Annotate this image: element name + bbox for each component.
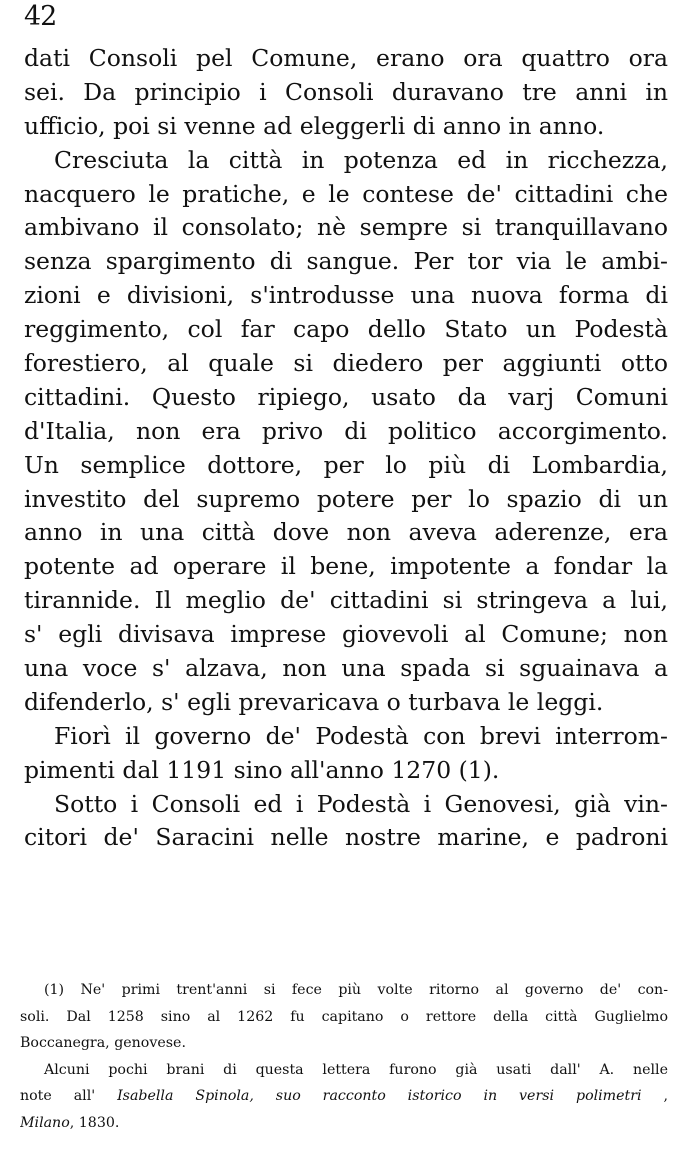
footnote-line: Alcuni pochi brani di questa lettera furono già usati dall' A. nelle (44, 1061, 668, 1078)
text-line: Un semplice dottore, per lo più di Lombardia, (24, 450, 668, 479)
text-line: reggimento, col far capo dello Stato un Podestà (24, 315, 668, 344)
footnote-text: , (663, 1088, 668, 1104)
text-line: senza spargimento di sangue. Per tor via le ambi- (24, 247, 668, 276)
text-line: d'Italia, non era privo di politico accorgimento. (24, 416, 668, 445)
text-line: citori de' Saracini nelle nostre marine, e padroni (24, 823, 668, 852)
footnotes (20, 977, 668, 1136)
text-line: forestiero, al quale si diedero per aggiunti otto (24, 349, 668, 378)
footnote-line (20, 1110, 668, 1137)
text-line: ufficio, poi si venne ad eleggerli di anno in anno. (24, 111, 605, 140)
text-line: Fiorì il governo de' Podestà con brevi interrom- (54, 721, 668, 750)
footnote-line: (1) Ne' primi trent'anni si fece più volte ritorno al governo de' con- (44, 982, 668, 998)
text-line: potente ad operare il bene, impotente a fondar la (24, 552, 668, 581)
text-line: Sotto i Consoli ed i Podestà i Genovesi, già vin- (54, 789, 668, 818)
text-line: una voce s' alzava, non una spada si sguainava a (24, 654, 668, 683)
book-title-italic: Isabella Spinola, suo racconto istorico in versi polimetri (117, 1088, 642, 1104)
text-line: sei. Da principio i Consoli duravano tre anni in (24, 77, 668, 106)
text-line: pimenti dal 1191 sino all'anno 1270 (1). (24, 755, 500, 784)
footnote-text: , 1830. (69, 1114, 120, 1131)
text-line: difenderlo, s' egli prevaricava o turbava le leggi. (24, 687, 604, 716)
text-line: Cresciuta la città in potenza ed in ricchezza, (54, 145, 668, 174)
text-line: investito del supremo potere per lo spazio di un (24, 484, 668, 513)
body-text (24, 42, 668, 855)
text-line: anno in una città dove non aveva aderenze, era (24, 518, 668, 547)
text-line: zioni e divisioni, s'introdusse una nuova forma di (24, 281, 668, 310)
page-number: 42 (24, 1, 57, 32)
text-line: tirannide. Il meglio de' cittadini si stringeva a lui, (24, 586, 668, 615)
text-line: ambivano il consolato; nè sempre si tranquillavano (24, 213, 668, 242)
footnote-line (20, 1083, 668, 1110)
text-line: s' egli divisava imprese giovevoli al Comune; non (24, 620, 668, 649)
text-line: cittadini. Questo ripiego, usato da varj Comuni (24, 382, 668, 411)
text-line: dati Consoli pel Comune, erano ora quattro ora (24, 44, 668, 72)
footnote-text: note all' (20, 1088, 96, 1104)
footnote-line: soli. Dal 1258 sino al 1262 fu capitano o rettore della città Guglielmo (20, 1008, 668, 1025)
place-italic: Milano (20, 1114, 70, 1131)
footnote-line: Boccanegra, genovese. (20, 1035, 186, 1051)
text-line: nacquero le pratiche, e le contese de' cittadini che (24, 179, 668, 208)
